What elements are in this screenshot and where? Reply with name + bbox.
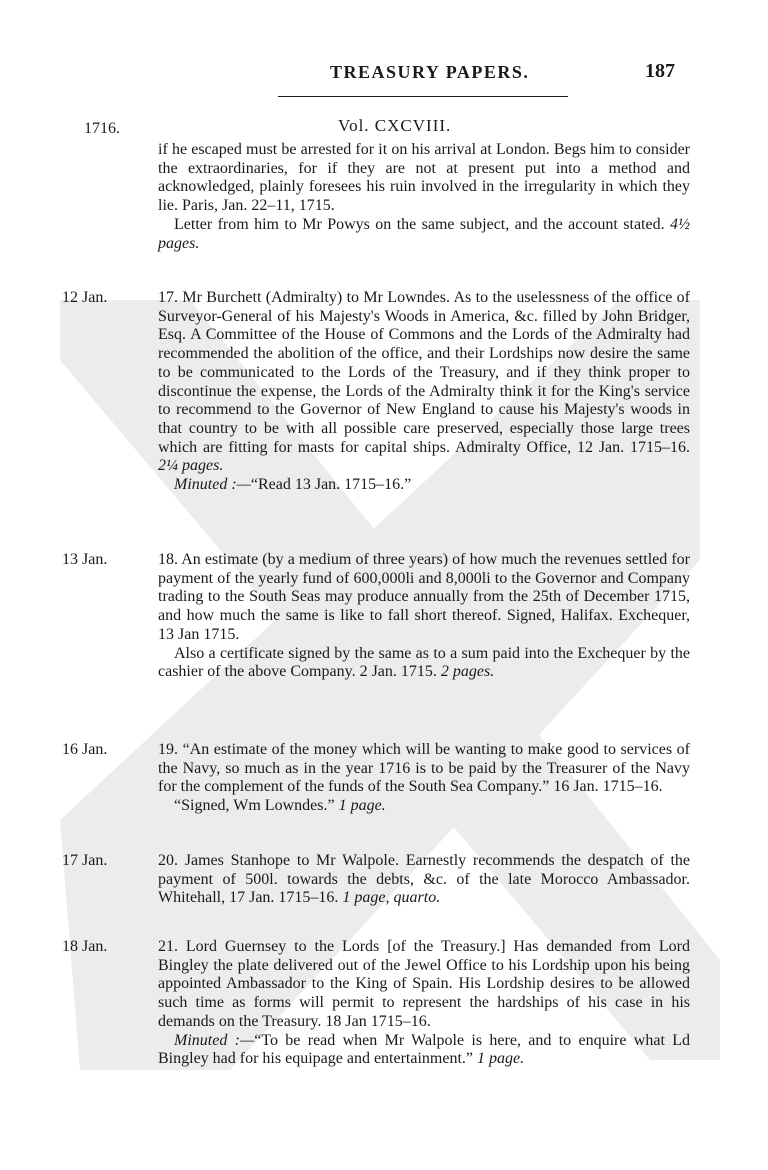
entry-date: 13 Jan.	[62, 551, 108, 568]
minuted-note	[158, 1032, 690, 1069]
note-text: Also a certificate signed by the same as to a sum paid into the Exchequer by the cashier of the above Company. 2 Jan. 1715.	[158, 644, 690, 681]
minuted-note	[158, 476, 690, 495]
entry-note	[158, 216, 690, 253]
entry-body	[158, 551, 690, 682]
entry-main-text: 17. Mr Burchett (Admiralty) to Mr Lowndes. As to the uselessness of the office of Surveyor-General of his Majesty's Woods in America, &c. filled by John Bridger, Esq. A Committee of the House of Commons and the Lords of the Admiralty had recommended the abolition of the office, and their Lordships now desire the same to be communicated to the Lords of the Treasury, and if they think proper to discontinue the expense, the Lords of the Admiralty think it for the King's service to recommend to the Governor of New England to cause his Majesty's woods in that country to be with all possible care preserved, especially those large trees which are fitting for masts for capital ships. Admiralty Office, 12 Jan. 1715–16.	[158, 289, 690, 456]
entry-text: 21. Lord Guernsey to the Lords [of the Treasury.] Has demanded from Lord Bingley the plate delivered out of the Jewel Office to his Lordship upon his being appointed Ambassador to the King of Spain. His Lordship desires to be allowed such time as forms will permit to represent the hardships of his case in his demands on the Treasury. 18 Jan 1715–16.	[158, 938, 690, 1030]
entry-date: 17 Jan.	[62, 852, 108, 869]
entry-main-text: 20. James Stanhope to Mr Walpole. Earnestly recommends the despatch of the payment of 500l. towards the debts, &c. of the late Morocco Ambassador. Whitehall, 17 Jan. 1715–16.	[158, 852, 690, 907]
entry-text: 19. “An estimate of the money which will be wanting to make good to services of the Navy, so much as in the year 1716 is to be paid by the Treasurer of the Navy for the complement of the funds of the South Sea Company.” 16 Jan. 1715–16.	[158, 741, 690, 796]
entry-text: if he escaped must be arrested for it on his arrival at London. Begs him to consider the extraordinaries, for if they are not at present put into a method and acknowledged, plainly foresees his ruin involved in the irregularity in which they lie. Paris, Jan. 22–11, 1715.	[158, 141, 690, 215]
entry-note	[158, 645, 690, 682]
entry-body	[158, 289, 690, 495]
volume-heading: Vol. CXCVIII.	[338, 116, 452, 135]
page-count: 1 page.	[338, 797, 386, 815]
page-number: 187	[645, 60, 675, 82]
minuted-label: Minuted :—	[174, 1031, 255, 1049]
page-count: 2¼ pages.	[158, 457, 224, 475]
page-header	[0, 60, 768, 96]
entry-text	[158, 852, 690, 908]
entry-body	[158, 938, 690, 1069]
minuted-label: Minuted :—	[174, 476, 251, 494]
page-count: 4½ pages.	[158, 215, 691, 252]
entry-text: 18. An estimate (by a medium of three years) of how much the revenues settled for payment of the yearly fund of 600,000li and 8,000li to the Governor and Company trading to the South Seas may produce annually from the 25th of December 1715, and how much the same is like to fall short thereof. Signed, Halifax. Exchequer, 13 Jan 1715.	[158, 551, 690, 643]
page-count: 2 pages.	[440, 663, 495, 681]
entry-text	[158, 289, 690, 476]
entry-body	[158, 141, 690, 253]
entry-date: 16 Jan.	[62, 741, 108, 758]
entry-date: 18 Jan.	[62, 938, 108, 955]
entry-date: 12 Jan.	[62, 289, 108, 306]
note-text: Letter from him to Mr Powys on the same subject, and the account stated.	[174, 215, 665, 233]
running-title: TREASURY PAPERS.	[330, 62, 530, 82]
header-rule	[278, 96, 568, 97]
signed-text: “Signed, Wm Lowndes.”	[174, 797, 335, 815]
entry-body	[158, 741, 690, 816]
minuted-text: “Read 13 Jan. 1715–16.”	[250, 476, 412, 494]
minuted-text: “To be read when Mr Walpole is here, and to enquire what Ld Bingley had for his equipage and entertainment.”	[158, 1031, 691, 1068]
page-count: 1 page, quarto.	[342, 889, 441, 907]
signature-line	[158, 797, 690, 816]
year-label: 1716.	[84, 120, 120, 137]
entry-body	[158, 852, 690, 908]
page-count: 1 page.	[477, 1050, 525, 1068]
